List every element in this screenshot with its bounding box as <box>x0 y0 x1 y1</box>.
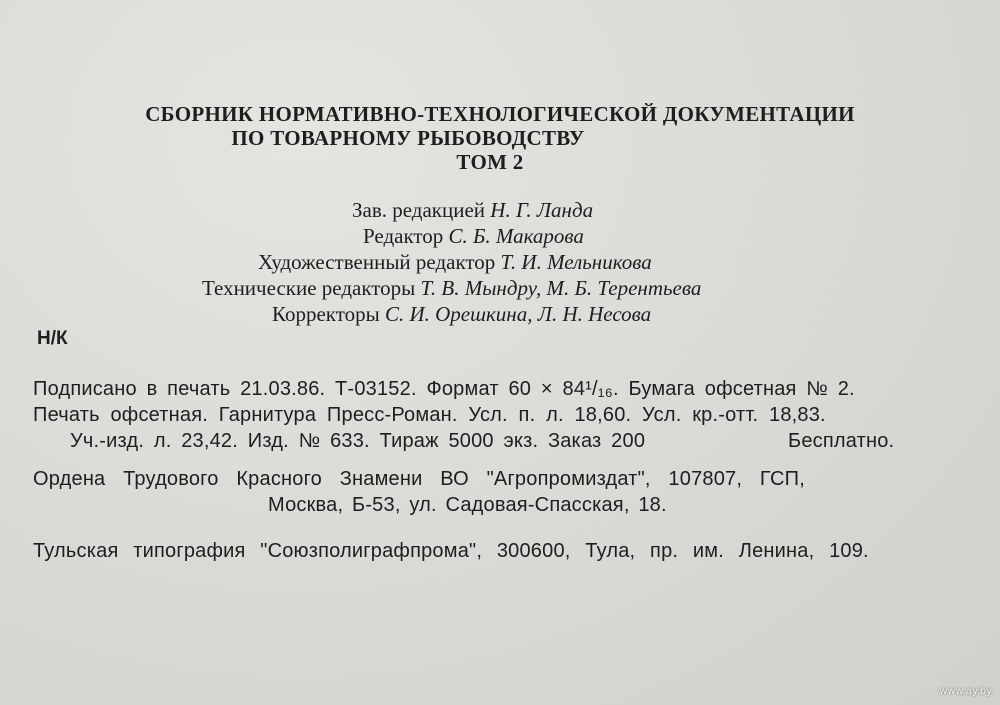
watermark: www.ay.by <box>939 686 992 697</box>
credit-name: Н. Г. Ланда <box>490 198 594 222</box>
imprint-line-1: Подписано в печать 21.03.86. Т-03152. Формат 60 × 84¹/₁₆. Бумага офсетная № 2. <box>33 378 855 400</box>
publisher-line-1: Ордена Трудового Красного Знамени ВО "Агропромиздат", 107807, ГСП, <box>33 468 805 490</box>
book-subtitle: ПО ТОВАРНОМУ РЫБОВОДСТВУ <box>231 126 585 150</box>
free-label: Бесплатно. <box>788 430 895 452</box>
book-title: СБОРНИК НОРМАТИВНО-ТЕХНОЛОГИЧЕСКОЙ ДОКУМЕНТАЦИИ <box>145 102 855 126</box>
credit-proofreaders <box>272 302 651 327</box>
imprint-line-3: Уч.-изд. л. 23,42. Изд. № 633. Тираж 5000 экз. Заказ 200 <box>70 430 646 452</box>
credit-role: Корректоры <box>272 302 380 326</box>
credit-name: Т. И. Мельникова <box>500 250 652 274</box>
printer-line: Тульская типография "Союзполиграфпрома", 300600, Тула, пр. им. Ленина, 109. <box>33 540 869 562</box>
credit-name: Т. В. Мындру, М. Б. Терентьева <box>420 276 702 300</box>
credit-tech-editors <box>202 276 701 301</box>
credit-role: Зав. редакцией <box>352 198 486 222</box>
publisher-line-2: Москва, Б-53, ул. Садовая-Спасская, 18. <box>268 494 667 516</box>
credit-role: Технические редакторы <box>202 276 416 300</box>
catalog-code: Н/К <box>37 328 68 349</box>
credit-name: С. И. Орешкина, Л. Н. Несова <box>384 302 652 326</box>
credit-name: С. Б. Макарова <box>448 224 584 248</box>
credit-role: Редактор <box>363 224 444 248</box>
credit-editor <box>363 224 584 249</box>
credit-art-editor <box>258 250 652 275</box>
volume-label: ТОМ 2 <box>456 150 524 174</box>
credit-head-editor <box>352 198 593 223</box>
credit-role: Художественный редактор <box>258 250 496 274</box>
imprint-line-2: Печать офсетная. Гарнитура Пресс-Роман. Усл. п. л. 18,60. Усл. кр.-отт. 18,83. <box>33 404 826 426</box>
